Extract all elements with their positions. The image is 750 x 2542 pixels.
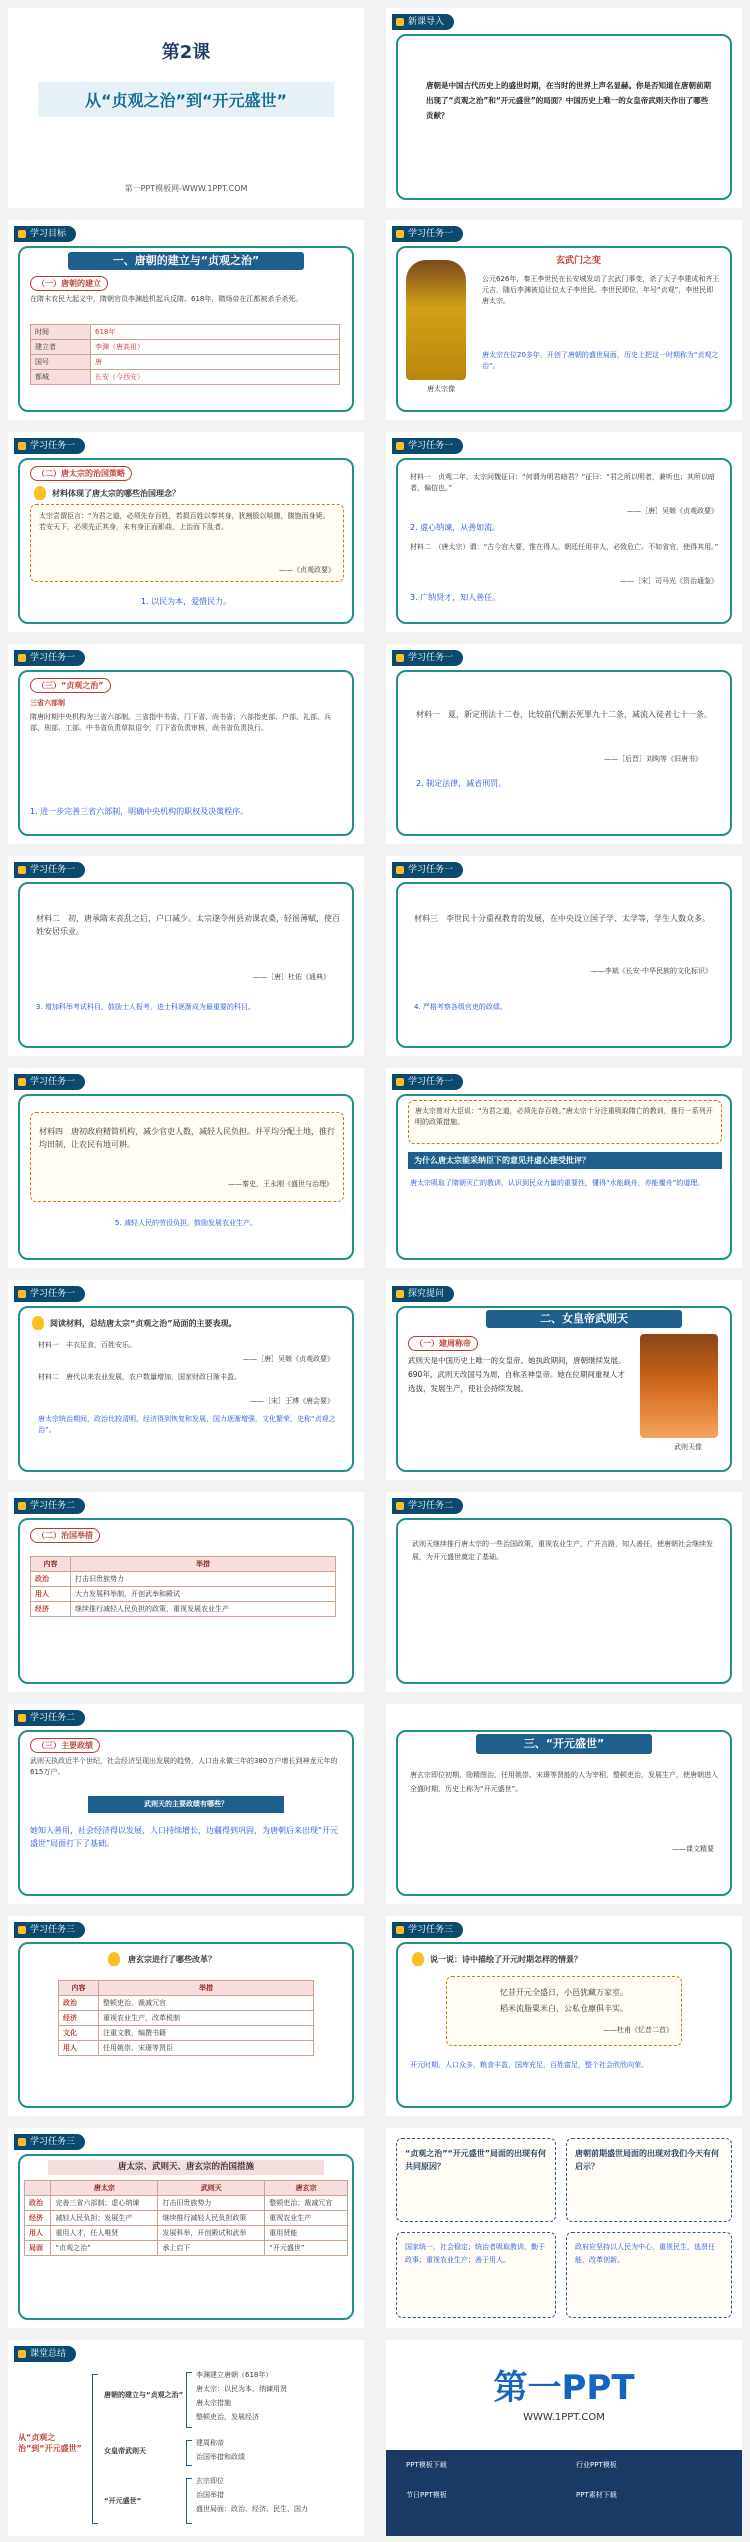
slide-5 — [8, 432, 364, 632]
material-text: 材料三 李世民十分重视教育的发展，在中央设立国子学、太学等，学生人数众多。 — [414, 914, 710, 923]
answer-text: 1. 以民为本，爱惜民力。 — [140, 597, 232, 606]
slide-header: 学习任务三 — [392, 1922, 463, 1938]
table-row: 用人 大力发展科举制，开创武举和殿试 — [31, 1587, 336, 1602]
source-2: ——［宋］王溥《唐会要》 — [250, 1397, 334, 1405]
section-banner: 一、唐朝的建立与“贞观之治” — [68, 252, 304, 270]
section-tag: （二）治国举措 — [30, 1528, 100, 1543]
event-title: 玄武门之变 — [556, 256, 602, 266]
poem-line-2: 稻米流脂粟米白，公私仓廪俱丰实。 — [500, 2004, 628, 2013]
poem-line-1: 忆昔开元全盛日，小邑犹藏万家室。 — [500, 1988, 628, 1997]
leaf-2-1: 建周称帝 — [196, 2439, 224, 2447]
bracket-line — [92, 2374, 98, 2524]
answer-text: 国家统一，社会稳定；统治者吸取教训，勤于政事；重视农业生产；善于用人。 — [405, 2243, 545, 2264]
lesson-title: 从“贞观之治”到“开元盛世” — [38, 82, 334, 117]
comparison-table — [24, 2180, 348, 2256]
section-tag: （一）建周称帝 — [408, 1336, 478, 1351]
slide-24 — [386, 2340, 742, 2536]
subsection-text: 隋唐时期中央机构为三省六部制。三省指中书省、门下省、尚书省；六部指吏部、户部、礼部、兵部、刑部、工部。中书省负责草拟诏令，门下省负责审核，尚书省负责执行。 — [30, 713, 331, 732]
table-header-row: 唐太宗 武则天 唐玄宗 — [25, 2181, 348, 2196]
table-row: 文化 注重文教，编撰书籍 — [59, 2026, 314, 2041]
brand-logo: 第一PPT — [493, 2368, 635, 2408]
lightbulb-icon — [32, 1316, 44, 1330]
slide-9 — [8, 856, 364, 1056]
slide-header: 学习任务一 — [14, 1286, 85, 1302]
table-row: 建立者 李渊（唐高祖） — [31, 340, 340, 355]
material-source: ——［唐］杜佑《通典》 — [253, 973, 330, 981]
leaf-1-4: 整顿吏治，发展经济 — [196, 2413, 259, 2421]
slide-2 — [386, 8, 742, 208]
table-header-row: 内容 举措 — [59, 1981, 314, 1996]
answer-text: 唐太宗吸取了隋朝灭亡的教训，认识到民众力量的重要性，懂得“水能载舟，亦能覆舟”的道理。 — [410, 1179, 705, 1187]
table-header-row: 内容 举措 — [31, 1557, 336, 1572]
table-row: 经济 重视农业生产，改革税制 — [59, 2011, 314, 2026]
slide-header: 学习目标 — [14, 226, 76, 242]
section-text: 在隋末农民大起义中，隋朝官员李渊趁机起兵反隋。618年，隋炀帝在江都被杀手杀死。 — [30, 295, 303, 303]
table-row: 用人 重用人才，任人唯贤 发展科举，开创殿试和武举 重用贤能 — [25, 2226, 348, 2241]
answer-text: 4. 严格考察各级官吏的政绩。 — [414, 1003, 507, 1011]
material-2: 材料二 （唐太宗）谓：“古今官大要，惟在得人。朝廷任用非人，必致危亡。不如省官，使得其用。” — [410, 543, 719, 551]
section-banner: 三、“开元盛世” — [476, 1734, 652, 1754]
leaf-3-1: 玄宗即位 — [196, 2477, 224, 2485]
slide-16 — [386, 1492, 742, 1692]
material-source: ——李斌《长安·中华民族的文化标识》 — [590, 967, 712, 975]
material-2: 材料二 唐代以来农业发展，农户数量增加，国家财政日渐丰盈。 — [38, 1373, 241, 1381]
footer-link-4[interactable]: PPT素材下载 — [576, 2491, 617, 2499]
slide-23 — [8, 2340, 364, 2536]
answer-box-2 — [566, 2232, 732, 2318]
slide-20 — [386, 1916, 742, 2116]
brand-url: WWW.1PPT.COM — [523, 2412, 605, 2423]
answer-text: 唐太宗统治期间，政治比较清明，经济得到恢复和发展，国力逐渐增强，文化繁荣，史称“贞观之治”。 — [38, 1415, 336, 1434]
slide-18 — [386, 1704, 742, 1904]
question-text: 阅读材料，总结唐太宗“贞观之治”局面的主要表现。 — [50, 1319, 237, 1328]
branch-2: 女皇帝武则天 — [104, 2447, 146, 2455]
answer-box-1 — [396, 2232, 556, 2318]
section-tag: （一）唐朝的建立 — [30, 276, 108, 291]
section-text: 唐玄宗即位初期，励精图治，任用姚崇、宋璟等贤能的人为宰相，整顿吏治，发展生产，使唐朝进入全盛时期，历史上称为“开元盛世”。 — [410, 1771, 718, 1793]
lightbulb-icon — [34, 486, 46, 500]
slide-header: 学习任务一 — [392, 650, 463, 666]
footer-link-2[interactable]: 行业PPT模板 — [576, 2461, 617, 2469]
question-text: 武则天的主要政绩有哪些？ — [88, 1796, 284, 1813]
section-text: 武则天执政近半个世纪，社会经济呈现出发展的趋势，人口由永徽三年的380万户增长到神龙元年的615万户。 — [30, 1757, 338, 1776]
answer-text: 开元时期，人口众多，粮食丰盈，国库充足，百姓富足，整个社会欣欣向荣。 — [410, 2061, 648, 2069]
portrait-image — [406, 260, 466, 380]
table-row: 国号 唐 — [31, 355, 340, 370]
slide-19 — [8, 1916, 364, 2116]
section-tag: （三）“贞观之治” — [30, 678, 111, 693]
table-row: 用人 任用姚崇、宋璟等贤臣 — [59, 2041, 314, 2056]
reform-table — [58, 1980, 314, 2056]
slide-6 — [386, 432, 742, 632]
subsection-title: 三省六部制 — [30, 699, 65, 707]
answer-text: 5. 减轻人民的劳役负担，鼓励发展农业生产。 — [115, 1219, 257, 1227]
slide-header: 学习任务二 — [14, 1498, 85, 1514]
question-text: 唐玄宗进行了哪些改革？ — [128, 1955, 216, 1964]
leaf-3-3: 盛世局面：政治、经济、民生、国力 — [196, 2505, 308, 2513]
answer-text: 1. 进一步完善三省六部制，明确中央机构的职权及决策程序。 — [30, 807, 249, 816]
table-title: 唐太宗、武则天、唐玄宗的治国措施 — [48, 2160, 324, 2175]
portrait-caption: 唐太宗像 — [427, 385, 455, 393]
poem-source: ——杜甫《忆昔二首》 — [603, 2026, 673, 2034]
slide-22 — [386, 2128, 742, 2328]
leaf-1-2: 唐太宗：以民为本，纳谏用贤 — [196, 2385, 287, 2393]
event-note: 唐太宗在位20多年，开创了唐朝的盛世局面，历史上把这一时期称为“贞观之治”。 — [482, 351, 719, 370]
answer-text: 3. 增加科举考试科目，鼓励士人报考，进士科逐渐成为最重要的科目。 — [36, 1003, 255, 1011]
material-text: 材料四 唐初政府精简机构，减少官吏人数，减轻人民负担。并平均分配土地，推行均田制，让农民有地可耕。 — [39, 1127, 335, 1149]
slide-header: 学习任务一 — [14, 438, 85, 454]
section-source: ——课文精要 — [672, 1845, 714, 1853]
lesson-number: 第2课 — [161, 42, 211, 63]
question-text-2: 唐朝前期盛世局面的出现对我们今天有何启示？ — [575, 2149, 719, 2171]
slide-header: 学习任务一 — [14, 1074, 85, 1090]
footer-link-1[interactable]: PPT模板下载 — [406, 2461, 447, 2469]
answer-text: 2. 制定法律，减省刑罚。 — [416, 779, 507, 788]
content-frame — [396, 670, 732, 836]
material-box — [408, 1100, 722, 1144]
content-frame — [18, 882, 354, 1048]
question-box-1 — [396, 2138, 556, 2222]
leaf-2-2: 治国举措和政绩 — [196, 2453, 245, 2461]
slide-header: 课堂总结 — [14, 2346, 76, 2362]
slide-7 — [8, 644, 364, 844]
answer-1: 2. 虚心纳谏，从善如流。 — [410, 523, 501, 532]
slide-15 — [8, 1492, 364, 1692]
answer-text: 她知人善用，社会经济得以发展，人口持续增长，边疆得到巩固，为唐朝后来出现“开元盛世”局面打下了基础。 — [30, 1826, 339, 1848]
table-row: 都城 长安（今西安） — [31, 370, 340, 385]
material-1: 材料一 丰衣足食，百姓安乐。 — [38, 1341, 136, 1349]
slide-12 — [386, 1068, 742, 1268]
question-text: 说一说：诗中描绘了开元时期怎样的情景？ — [430, 1955, 582, 1964]
table-row: 经济 减轻人民负担；发展生产 继续推行减轻人民负担政策 重视农业生产 — [25, 2211, 348, 2226]
branch-3: “开元盛世” — [104, 2497, 142, 2505]
slide-header: 探究提问 — [392, 1286, 454, 1302]
question-text: 为什么唐太宗能采纳臣下的意见并虚心接受批评？ — [408, 1152, 722, 1169]
material-source: ——秦史，王永刚《盛世与治理》 — [228, 1180, 333, 1188]
bracket-line — [186, 2478, 192, 2524]
lightbulb-icon — [412, 1952, 424, 1966]
slide-header: 学习任务三 — [14, 2134, 85, 2150]
material-box — [30, 1112, 344, 1202]
content-frame — [396, 882, 732, 1048]
footer-link-3[interactable]: 节日PPT模板 — [406, 2491, 447, 2499]
material-source: ——《贞观政要》 — [279, 566, 335, 574]
slide-3 — [8, 220, 364, 420]
content-frame — [18, 1730, 354, 1896]
measures-table — [30, 1556, 336, 1617]
slide-14 — [386, 1280, 742, 1480]
table-row: 政治 完善三省六部制；虚心纳谏 打击旧贵族势力 整顿吏治；裁减冗官 — [25, 2196, 348, 2211]
footer-text: 第一PPT模板网-WWW.1PPT.COM — [124, 184, 248, 193]
material-1: 材料一 贞观二年，太宗问魏征曰：“何谓为明君暗君？”征曰：“君之所以明者，兼听也；其所以暗者，偏信也。” — [410, 473, 715, 492]
material-source: ——［后晋］刘昫等《旧唐书》 — [604, 755, 702, 763]
section-tag: （二）唐太宗的治国策略 — [30, 466, 132, 481]
material-text: 唐太宗曾对大臣说：“为君之道，必须先存百姓。”唐太宗十分注重吸取隋亡的教训，推行一系列开明的政策措施。 — [415, 1107, 713, 1126]
source-1: ——［唐］吴兢《贞观政要》 — [243, 1355, 334, 1363]
question-text: 材料体现了唐太宗的哪些治国理念？ — [52, 489, 180, 498]
slide-21 — [8, 2128, 364, 2328]
question-text: “贞观之治”“开元盛世”局面的出现有何共同原因？ — [405, 2149, 547, 2171]
portrait-caption: 武则天像 — [674, 1443, 702, 1451]
slide-header: 学习任务三 — [14, 1922, 85, 1938]
slide-4 — [386, 220, 742, 420]
slide-17 — [8, 1704, 364, 1904]
portrait-image — [640, 1334, 718, 1438]
leaf-1-3: 唐太宗措施 — [196, 2399, 231, 2407]
content-frame — [18, 1306, 354, 1472]
event-text: 公元626年，秦王李世民在长安城发动了玄武门事变，杀了太子李建成和齐王元吉，随后李渊被迫让位太子李世民。李世民即位，年号“贞观”，李世民即唐太宗。 — [482, 275, 720, 305]
section-text: 武则天是中国历史上唯一的女皇帝。她执政期间，唐朝继续发展。690年，武则天改国号为周，自称圣神皇帝。她在位期间重视人才选拔，发展生产，使社会持续发展。 — [408, 1356, 626, 1393]
table-row: 政治 打击旧贵族势力 — [31, 1572, 336, 1587]
answer-2: 3. 广纳贤才，知人善任。 — [410, 593, 501, 602]
slide-header: 学习任务一 — [392, 1074, 463, 1090]
slide-11 — [8, 1068, 364, 1268]
slide-header: 新课导入 — [392, 14, 454, 30]
bracket-line — [186, 2372, 192, 2428]
question-box-2 — [566, 2138, 732, 2222]
intro-text: 唐朝是中国古代历史上的盛世时期，在当时的世界上声名显赫。你是否知道在唐朝前期出现了“贞观之治”和“开元盛世”的局面？中国历史上唯一的女皇帝武则天作出了哪些贡献？ — [426, 81, 711, 120]
leaf-3-2: 治国举措 — [196, 2491, 224, 2499]
leaf-1-1: 李渊建立唐朝（618年） — [196, 2371, 273, 2379]
slide-header: 学习任务一 — [392, 862, 463, 878]
section-banner: 二、女皇帝武则天 — [486, 1310, 682, 1328]
slide-header: 学习任务二 — [392, 1498, 463, 1514]
material-box — [30, 504, 344, 582]
founding-table — [30, 324, 340, 385]
slide-header: 学习任务一 — [14, 650, 85, 666]
slide-10 — [386, 856, 742, 1056]
lightbulb-icon — [108, 1952, 120, 1966]
source-2: ——［宋］司马光《资治通鉴》 — [620, 577, 718, 585]
summary-root: 从“贞观之治”到“开元盛世” — [18, 2433, 82, 2453]
table-row: 经济 继续推行减轻人民负担的政策，重视发展农业生产 — [31, 1602, 336, 1617]
answer-text-2: 政府应坚持以人民为中心，重视民生，选贤任能，改革创新。 — [575, 2243, 715, 2264]
slide-8 — [386, 644, 742, 844]
slide-header: 学习任务二 — [14, 1710, 85, 1726]
source-1: ——［唐］吴兢《贞观政要》 — [627, 507, 718, 515]
table-row: 局面 “贞观之治” 承上启下 “开元盛世” — [25, 2241, 348, 2256]
table-row: 政治 整顿吏治，裁减冗官 — [59, 1996, 314, 2011]
material-text: 武则天继续推行唐太宗的一些治国政策，重视农业生产，广开言路，知人善任，使唐朝社会继续发展，为开元盛世奠定了基础。 — [412, 1540, 713, 1561]
content-frame — [396, 1730, 732, 1896]
slide-header: 学习任务一 — [14, 862, 85, 878]
poem-box — [446, 1976, 682, 2046]
material-text: 太宗尝谓臣言：“为君之道，必须先存百姓，若损百姓以奉其身，犹割股以啖腹，腹饱而身毙。若安天下，必须先正其身，未有身正而影曲，上治而下乱者。 — [39, 512, 330, 531]
branch-1: 唐朝的建立与“贞观之治” — [104, 2391, 184, 2399]
slide-header: 学习任务一 — [392, 438, 463, 454]
slide-1 — [8, 8, 364, 208]
table-row: 时间 618年 — [31, 325, 340, 340]
bracket-line — [186, 2440, 192, 2466]
material-text: 材料二 初，唐承隋末丧乱之后，户口减少。太宗遂令州县劝课农桑，轻徭薄赋，使百姓安居乐业。 — [36, 914, 340, 936]
slide-13 — [8, 1280, 364, 1480]
slide-header: 学习任务一 — [392, 226, 463, 242]
section-tag: （三）主要政绩 — [30, 1738, 100, 1753]
material-text: 材料一 夏，新定刑法十二卷，比较前代删去死罪九十二条，减流入徒者七十一条。 — [416, 710, 712, 719]
